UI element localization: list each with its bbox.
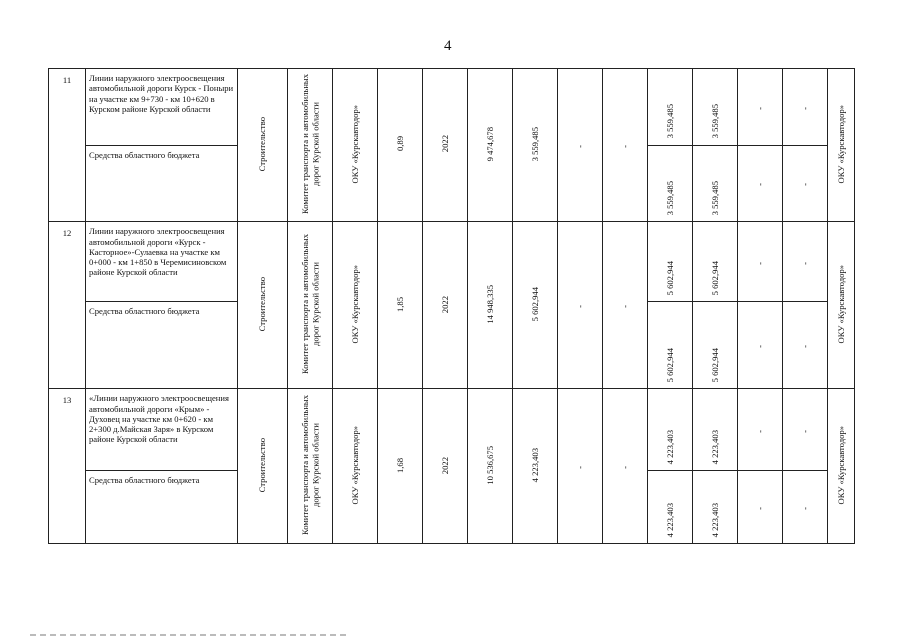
value-cell: - — [558, 222, 603, 389]
table-row — [49, 389, 855, 471]
year-2022-value: 3 559,485 — [693, 69, 738, 146]
funding-limit: 5 602,944 — [513, 222, 558, 389]
customer: Комитет транспорта и автомобильных дорог Курской области — [288, 69, 333, 222]
value-cell: - — [603, 389, 648, 544]
recipient: ОКУ «Курскавтодор» — [828, 389, 855, 544]
commission-year: 2022 — [423, 389, 468, 544]
capacity: 0,89 — [378, 69, 423, 222]
value-cell: - — [558, 389, 603, 544]
year-2023-value: - — [738, 145, 783, 222]
year-2022-value: 5 602,944 — [693, 222, 738, 302]
year-2023-value: - — [738, 389, 783, 471]
funding-source: Средства областного бюджета — [86, 145, 238, 222]
customer: Комитет транспорта и автомобильных дорог Курской области — [288, 222, 333, 389]
total-value: 5 602,944 — [648, 302, 693, 389]
total-value: 3 559,485 — [648, 145, 693, 222]
commission-year: 2022 — [423, 69, 468, 222]
recipient: ОКУ «Курскавтодор» — [828, 222, 855, 389]
developer: ОКУ «Курскавтодор» — [333, 222, 378, 389]
estimated-cost: 9 474,678 — [468, 69, 513, 222]
value-cell: - — [558, 69, 603, 222]
year-2022-value: 4 223,403 — [693, 471, 738, 544]
recipient: ОКУ «Курскавтодор» — [828, 69, 855, 222]
funding-source: Средства областного бюджета — [86, 302, 238, 389]
commission-year: 2022 — [423, 222, 468, 389]
value-cell: - — [603, 222, 648, 389]
row-number: 13 — [49, 389, 86, 544]
year-2024-value: - — [783, 302, 828, 389]
estimated-cost: 10 536,675 — [468, 389, 513, 544]
year-2023-value: - — [738, 222, 783, 302]
year-2024-value: - — [783, 471, 828, 544]
work-type: Строительство — [238, 222, 288, 389]
developer: ОКУ «Курскавтодор» — [333, 389, 378, 544]
year-2024-value: - — [783, 69, 828, 146]
year-2024-value: - — [783, 222, 828, 302]
work-type: Строительство — [238, 389, 288, 544]
work-type: Строительство — [238, 69, 288, 222]
funding-limit: 4 223,403 — [513, 389, 558, 544]
object-name: «Линии наружного электроосвещения автомобильной дороги «Крым» - Духовец на участке км 0+620 - км 2+300 д.Майская Заря» в Курском районе Курской области — [86, 389, 238, 471]
table-row — [49, 69, 855, 146]
total-value: 3 559,485 — [648, 69, 693, 146]
year-2022-value: 3 559,485 — [693, 145, 738, 222]
estimated-cost: 14 948,335 — [468, 222, 513, 389]
object-name: Линии наружного электроосвещения автомобильной дороги Курск - Поныри на участке км 9+730 - км 10+620 в Курском районе Курской области — [86, 69, 238, 146]
table-row — [49, 222, 855, 302]
total-value: 4 223,403 — [648, 471, 693, 544]
customer: Комитет транспорта и автомобильных дорог Курской области — [288, 389, 333, 544]
value-cell: - — [603, 69, 648, 222]
capacity: 1,68 — [378, 389, 423, 544]
capacity: 1,85 — [378, 222, 423, 389]
row-number: 12 — [49, 222, 86, 389]
funding-source: Средства областного бюджета — [86, 471, 238, 544]
year-2024-value: - — [783, 389, 828, 471]
funding-limit: 3 559,485 — [513, 69, 558, 222]
year-2022-value: 4 223,403 — [693, 389, 738, 471]
year-2023-value: - — [738, 471, 783, 544]
year-2022-value: 5 602,944 — [693, 302, 738, 389]
total-value: 4 223,403 — [648, 389, 693, 471]
year-2023-value: - — [738, 302, 783, 389]
object-name: Линии наружного электроосвещения автомобильной дороги «Курск - Касторное»-Сулаевка на участке км 0+000 - км 1+850 в Черемисиновском районе Курской области — [86, 222, 238, 302]
scan-artifact — [30, 634, 350, 636]
row-number: 11 — [49, 69, 86, 222]
year-2024-value: - — [783, 145, 828, 222]
total-value: 5 602,944 — [648, 222, 693, 302]
page-number: 4 — [444, 38, 452, 54]
objects-table — [48, 68, 855, 544]
developer: ОКУ «Курскавтодор» — [333, 69, 378, 222]
year-2023-value: - — [738, 69, 783, 146]
